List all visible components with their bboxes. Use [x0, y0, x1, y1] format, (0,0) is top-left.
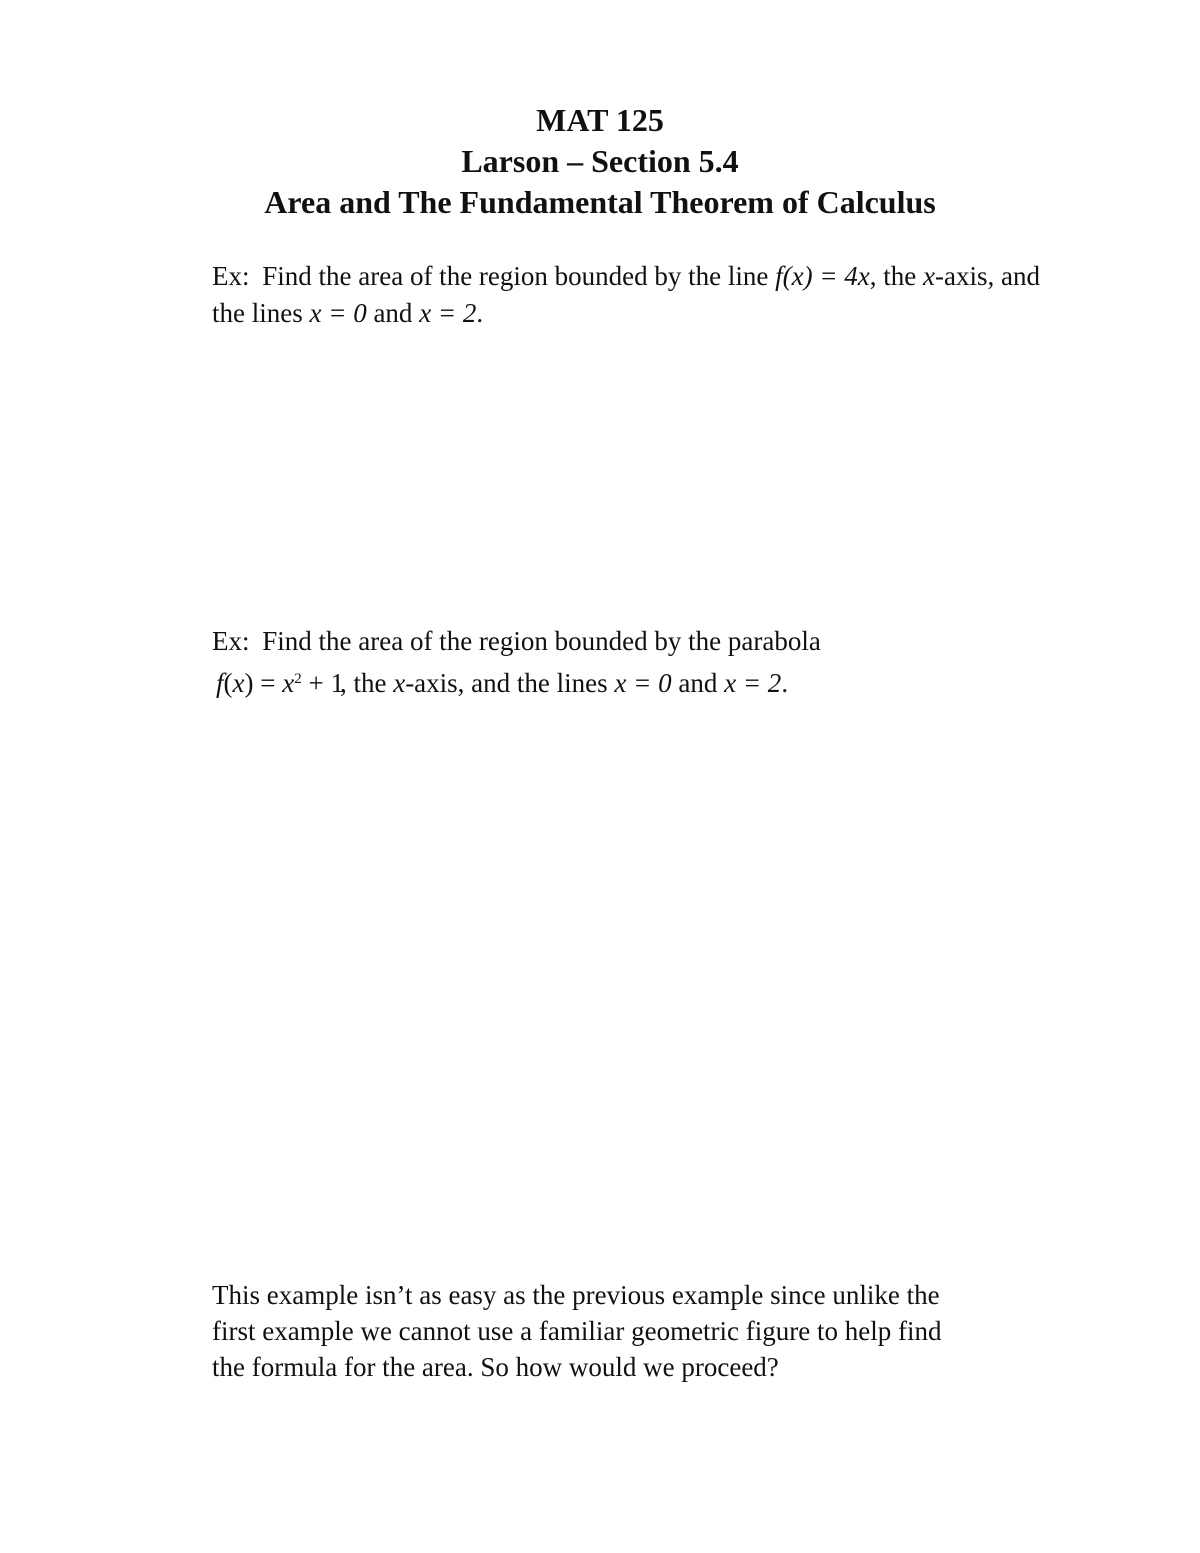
example-1-text: Find the area of the region bounded by the line: [262, 261, 776, 291]
example-1-text: the lines: [212, 298, 310, 328]
example-2-text: Find the area of the region bounded by the parabola: [262, 626, 821, 656]
example-1-text: .: [476, 298, 484, 328]
example-1-text: , the: [869, 261, 924, 291]
example-1-label: Ex:: [212, 261, 250, 291]
function-name: f: [216, 668, 224, 698]
document-header: [0, 100, 1200, 223]
power-base: x: [282, 668, 295, 698]
example-1-line-1: [212, 258, 1040, 295]
example-1-equation: x = 2: [419, 298, 477, 328]
explanation-line: first example we cannot use a familiar geometric figure to help find: [212, 1316, 942, 1346]
example-2-equation: x = 2: [724, 668, 782, 698]
section-title: Larson – Section 5.4: [461, 143, 739, 179]
example-2-function: [216, 668, 344, 698]
example-2: [212, 620, 821, 704]
example-2-text: , the: [339, 668, 394, 698]
example-1-text: -axis, and: [935, 261, 1040, 291]
course-title: MAT 125: [536, 102, 664, 138]
example-2-text: .: [781, 668, 789, 698]
explanation-line: the formula for the area. So how would we proceed?: [212, 1352, 779, 1382]
example-2-variable: x: [393, 668, 406, 698]
example-1-equation: x = 0: [309, 298, 367, 328]
function-arg: x: [232, 668, 245, 698]
paren: ): [244, 668, 254, 698]
example-1-line-2: [212, 295, 1040, 332]
example-2-equation: x = 0: [614, 668, 672, 698]
explanation-line: This example isn’t as easy as the previous example since unlike the: [212, 1280, 940, 1310]
example-1-function: f(x) = 4x: [775, 261, 870, 291]
example-2-line-1: [212, 620, 821, 662]
exponent: 2: [294, 671, 302, 687]
example-1-text: and: [366, 298, 420, 328]
explanation-paragraph: [212, 1277, 941, 1385]
topic-title: Area and The Fundamental Theorem of Calculus: [264, 184, 936, 220]
example-2-text: -axis, and the lines: [405, 668, 615, 698]
constant-term: + 1: [301, 668, 344, 698]
example-2-label: Ex:: [212, 626, 250, 656]
example-1-variable: x: [923, 261, 936, 291]
example-2-line-2: [212, 662, 821, 704]
paren: (: [223, 668, 233, 698]
example-2-text: and: [671, 668, 725, 698]
example-1: [212, 258, 1040, 332]
equals-sign: =: [253, 668, 283, 698]
